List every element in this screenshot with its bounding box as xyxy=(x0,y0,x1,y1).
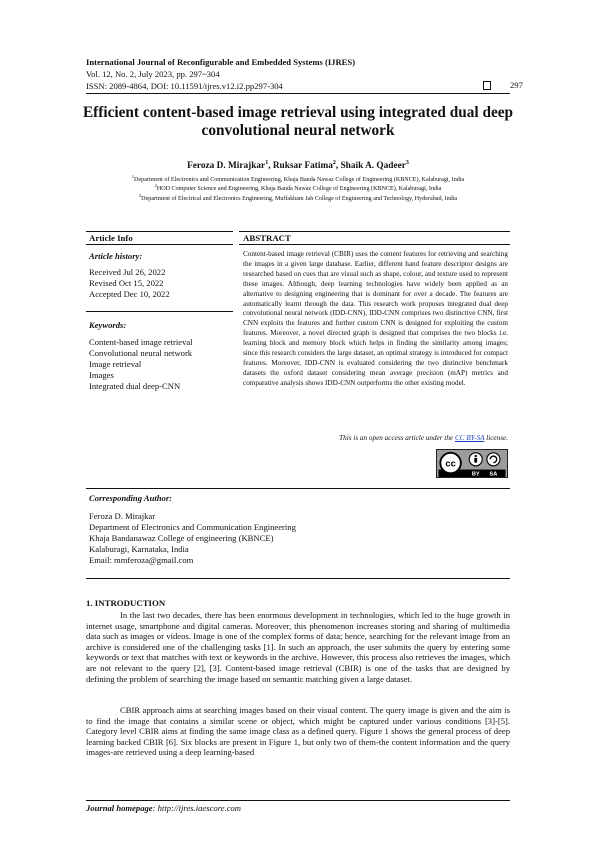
homepage-url[interactable]: : http://ijres.iaescore.com xyxy=(152,803,242,813)
journal-name: International Journal of Reconfigurable and Embedded Systems (IJRES) xyxy=(86,57,356,67)
author-1-sup: 1 xyxy=(265,160,269,166)
intro-paragraph-2 xyxy=(86,705,510,758)
by-label: BY xyxy=(471,471,480,478)
cc-by-sa-badge xyxy=(436,449,508,478)
paper-title: Efficient content-based image retrieval using integrated dual deep convolutional neural network xyxy=(82,104,514,139)
page-number: 297 xyxy=(510,80,523,90)
author-3-sup: 3 xyxy=(405,160,409,166)
history-rule xyxy=(86,311,233,312)
cc-label: cc xyxy=(445,458,456,469)
corresponding-city: Kalaburagi, Karnataka, India xyxy=(89,544,189,554)
affiliation-text: HOD Computer Science and Engineering, Khaja Banda Nawaz College of Engineering (KBNCE), Kalaburagi, India xyxy=(156,186,442,193)
corresponding-email[interactable]: Email: mmferoza@gmail.com xyxy=(89,555,194,565)
keywords-heading: Keywords: xyxy=(89,320,127,330)
open-access-note xyxy=(243,434,508,442)
license-link[interactable]: CC BY-SA xyxy=(454,434,485,442)
article-info-heading: Article Info xyxy=(89,233,133,243)
author-1: Feroza D. Mirajkar xyxy=(187,161,266,172)
author-2-sup: 2 xyxy=(332,160,336,166)
corresponding-college: Khaja Bandanawaz College of engineering (KBNCE) xyxy=(89,533,274,543)
affiliation-2 xyxy=(60,183,536,192)
revised-date: Revised Oct 15, 2022 xyxy=(89,278,164,288)
sa-icon xyxy=(487,453,500,466)
corresponding-heading: Corresponding Author: xyxy=(89,493,173,503)
author-sep: , xyxy=(268,161,273,172)
footer-rule xyxy=(86,800,510,801)
corresponding-name: Feroza D. Mirajkar xyxy=(89,511,156,521)
abstract-text: Content-based image retrieval (CBIR) uses the content features for retrieving and searching the images in a given large database. Earlier, different hand feature descriptor designs are researched based on cues that are visual such as shape, colour, and texture used to represent these images. Although, deep learning technologies have widely been applied as an alternative to designing engineering that is dominant for over a decade. The features are automatically learnt through the data. This research work proposes integrated dual deep convolutional neural network (IDD-CNN), IDD-CNN comprises two distinctive CNN, first CNN exploits the features and further custom CNN is designed for exploiting the custom features. Moreover, a novel directed graph is designed that comprises the two blocks i.e. learning block and memory block which helps in finding the similarity among images; since this research considers the large dataset, an optimal strategy is introduced for compact features. Moreover, IDD-CNN is evaluated considering the two distinctive benchmark datasets the oxford dataset considering mean average precision (mAP) metrics and comparative analysis shows IDD-CNN outperforms the other existing model. xyxy=(243,250,508,387)
volume-info: Vol. 12, No. 2, July 2023, pp. 297~304 xyxy=(86,69,220,79)
keyword-item: Content-based image retrieval xyxy=(89,337,193,347)
article-info-rule xyxy=(86,244,233,245)
corresponding-bottom-rule xyxy=(86,578,510,579)
intro-paragraph-2-text: CBIR approach aims at searching images based on their visual content. The query image is given and the aim is to find the image that contains a similar scene or object, which might be captured under various conditions [3]-[5]. Category level CBIR aims at finding the same image class as a defined query. Figure 1 shows the general process of deep learning backed CBIR [6]. Six blocks are present in Figure 1, but only two of them-the content information and the query images-are retrieved using a deep learning-based xyxy=(86,705,510,758)
affiliation-sup: 1 xyxy=(131,174,135,179)
affiliation-text: Department of Electrical and Electronics Engineering, Muffakham Jah College of Engineering and Technology, Hyderabad, India xyxy=(141,196,458,203)
intro-paragraph-1 xyxy=(86,610,510,684)
keyword-item: Images xyxy=(89,370,114,380)
keyword-item: Integrated dual deep-CNN xyxy=(89,381,181,391)
intro-heading: 1. INTRODUCTION xyxy=(86,598,166,608)
affiliation-1 xyxy=(60,174,536,183)
intro-paragraph-1-text: In the last two decades, there has been enormous development in technologies, which led to the huge growth in internet usage, smartphone and digital cameras. Moreover, this phenomenon increases storing and sharing of multimedia data such as images or videos. Image is one of the complex forms of data; hence, searching for the relevant image from an archive is considered one of the challenging tasks [1]. In such an approach, the user submits the query by entering some keywords or text that matches with text or keywords in the archive. However, this process also retrieves the images, which are not relevant to the query [2], [3]. Content-based image retrieval (CBIR) is one of the tasks that are designed by defining the problem of searching the image based on semantic matching given a large dataset. xyxy=(86,610,510,684)
corresponding-details xyxy=(89,511,296,566)
author-sep: , xyxy=(335,161,341,172)
author-2: Ruksar Fatima xyxy=(272,161,333,172)
history-list xyxy=(89,267,170,300)
abstract-top-rule xyxy=(239,231,510,232)
affiliation-sup: 3 xyxy=(138,193,142,198)
keyword-item: Image retrieval xyxy=(89,359,142,369)
affiliation-3 xyxy=(60,193,536,202)
article-info-top-rule xyxy=(86,231,233,232)
journal-homepage xyxy=(86,803,241,813)
affiliation-text: Department of Electronics and Communication Engineering, Khaja Banda Nawaz College of Engineering (KBNCE), Kalaburagi, India xyxy=(134,177,465,184)
author-3: Shaik A. Qadeer xyxy=(340,161,406,172)
received-date: Received Jul 26, 2022 xyxy=(89,267,166,277)
issn-doi: ISSN: 2089-4864, DOI: 10.11591/ijres.v12.i2.pp297-304 xyxy=(86,81,283,91)
affiliation-sup: 2 xyxy=(154,183,157,188)
open-access-prefix: This is an open access article under the xyxy=(339,434,455,442)
sa-label: SA xyxy=(489,471,498,478)
homepage-label: Journal homepage xyxy=(86,803,153,813)
header-rule xyxy=(86,93,510,94)
page-icon xyxy=(483,81,491,90)
history-heading: Article history: xyxy=(89,251,143,261)
author-line xyxy=(60,160,536,171)
keywords-list xyxy=(89,337,193,392)
accepted-date: Accepted Dec 10, 2022 xyxy=(89,289,170,299)
open-access-suffix: license. xyxy=(484,434,508,442)
abstract-rule xyxy=(239,244,510,245)
keyword-item: Convolutional neural network xyxy=(89,348,193,358)
corresponding-dept: Department of Electronics and Communication Engineering xyxy=(89,522,296,532)
abstract-heading: ABSTRACT xyxy=(243,233,291,243)
corresponding-top-rule xyxy=(86,488,510,489)
